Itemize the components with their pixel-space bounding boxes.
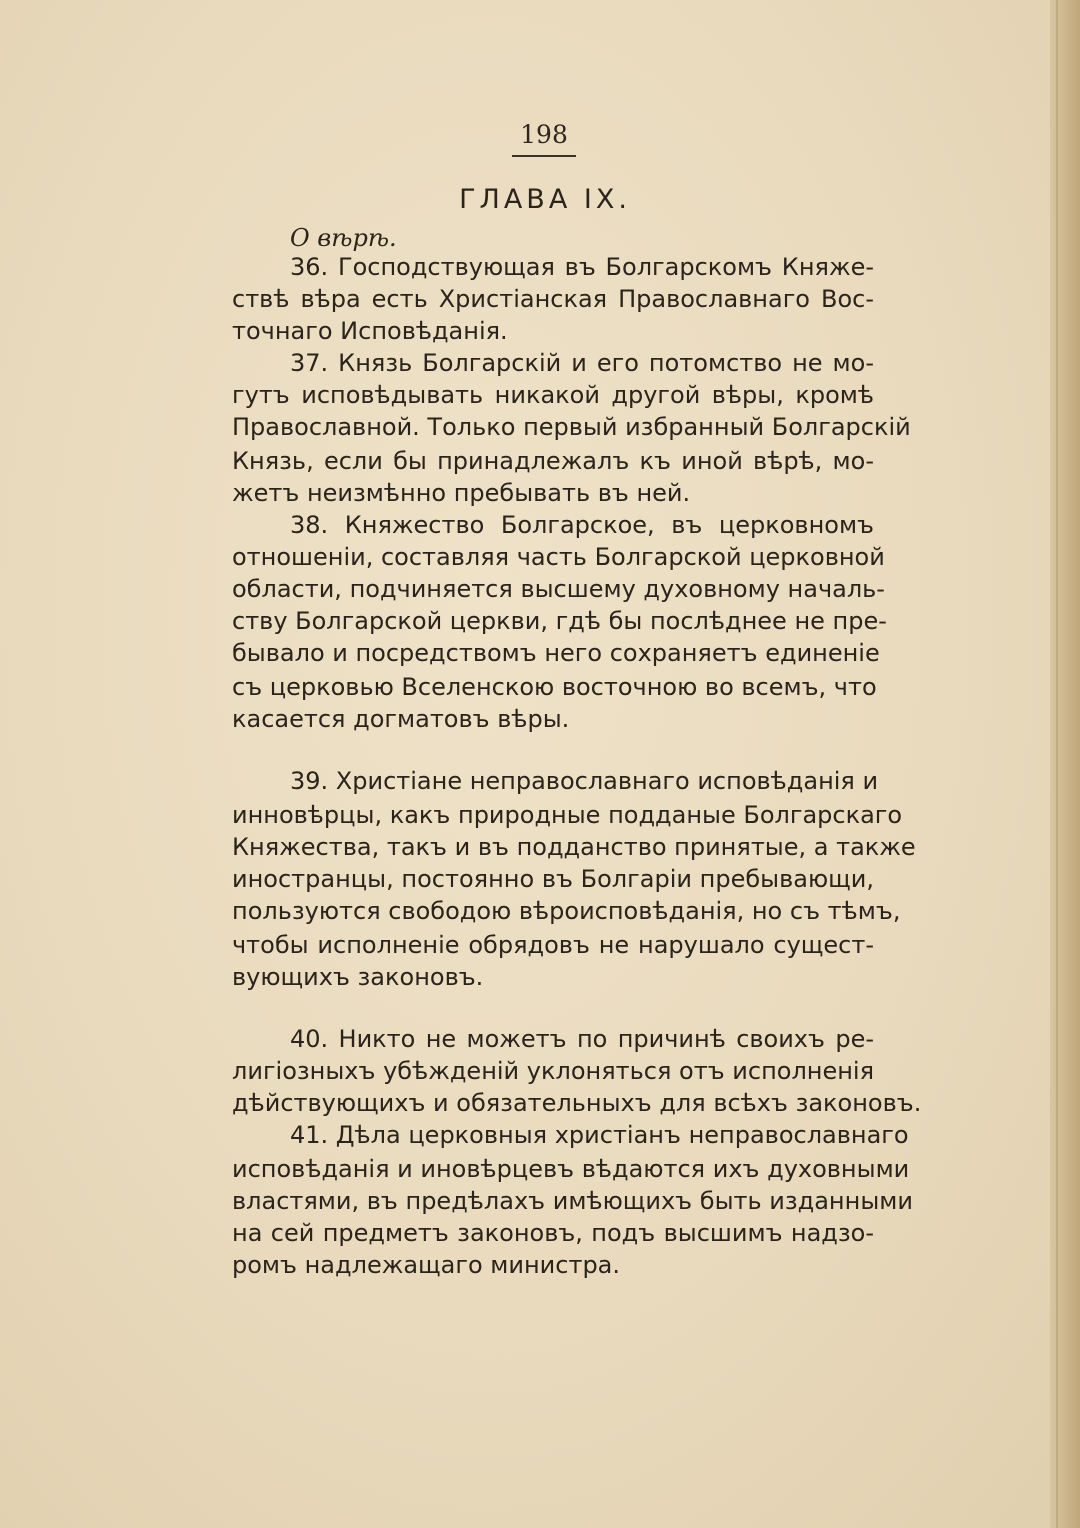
text-line: инновѣрцы, какъ природные подданые Болгарскаго [232,801,903,829]
text-line: 38. Княжество Болгарское, въ церковномъ [290,511,874,539]
text-line: 37. Князь Болгарскій и его потомство не мо- [290,349,874,377]
text-line: иностранцы, постоянно въ Болгаріи пребывающи, [232,865,874,893]
text-line: 36. Господствующая въ Болгарскомъ Княже- [290,253,874,281]
section-title: О вѣрѣ. [290,224,397,252]
text-line: властями, въ предѣлахъ имѣющихъ быть изданными [232,1187,913,1215]
text-line: лигіозныхъ убѣжденій уклоняться отъ исполненія [232,1057,875,1085]
text-line: дѣйствующихъ и обязательныхъ для всѣхъ законовъ. [232,1089,922,1117]
text-line: жетъ неизмѣнно пребывать въ ней. [232,479,691,507]
text-line: Православной. Только первый избранный Болгарскій [232,413,911,441]
text-line: гутъ исповѣдывать никакой другой вѣры, кромѣ [232,381,874,409]
text-line: съ церковью Вселенскою восточною во всемъ, что [232,673,877,701]
page-number-rule [512,155,576,157]
page-number: 198 [520,120,568,149]
text-line: Князь, если бы принадлежалъ къ иной вѣрѣ, мо- [232,447,874,475]
text-line: исповѣданія и иновѣрцевъ вѣдаются ихъ духовными [232,1155,910,1183]
page-binding-edge [1050,0,1080,1528]
text-line: 40. Никто не можетъ по причинѣ своихъ ре- [290,1025,874,1053]
text-line: ромъ надлежащаго министра. [232,1251,621,1279]
text-line: чтобы исполненіе обрядовъ не нарушало сущест- [232,931,874,959]
text-line: касается догматовъ вѣры. [232,705,570,733]
text-line: Княжества, такъ и въ подданство принятые, а также [232,833,916,861]
text-line: пользуются свободою вѣроисповѣданія, но съ тѣмъ, [232,897,901,925]
text-line: на сей предметъ законовъ, подъ высшимъ надзо- [232,1219,874,1247]
text-line: точнаго Исповѣданія. [232,317,508,345]
text-line: вующихъ законовъ. [232,963,484,991]
text-line: бывало и посредствомъ него сохраняетъ единеніе [232,639,880,667]
chapter-title: ГЛАВА IX. [459,184,631,215]
text-line: отношеніи, составляя часть Болгарской церковной [232,543,885,571]
text-line: 41. Дѣла церковныя христіанъ неправославнаго [290,1121,909,1149]
text-line: ству Болгарской церкви, гдѣ бы послѣднее не пре- [232,607,887,635]
text-line: области, подчиняется высшему духовному началь- [232,575,885,603]
text-line: 39. Христіане неправославнаго исповѣданія и [290,767,879,795]
text-line: ствѣ вѣра есть Христіанская Православнаго Вос- [232,285,874,313]
